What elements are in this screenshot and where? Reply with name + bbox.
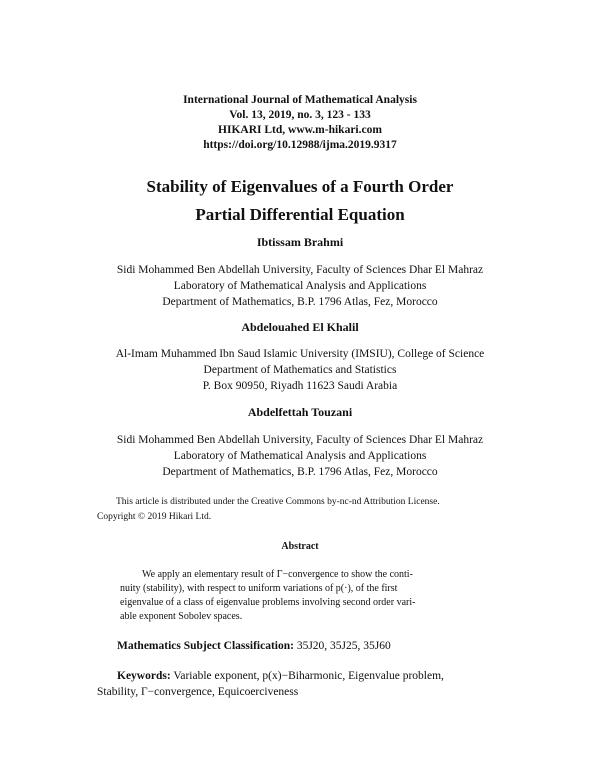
affiliation-line: Department of Mathematics, B.P. 1796 Atlas, Fez, Morocco xyxy=(162,296,438,308)
journal-doi[interactable]: https://doi.org/10.12988/ijma.2019.9317 xyxy=(203,139,397,151)
abstract-line: nuity (stability), with respect to uniform variations of p(·), of the first xyxy=(120,583,398,594)
license-notice xyxy=(97,495,507,525)
copyright-line: Copyright © 2019 Hikari Ltd. xyxy=(97,512,212,522)
author-affiliation xyxy=(0,262,600,310)
author-affiliation xyxy=(0,346,600,394)
keywords-line-1: Variable exponent, p(x)−Biharmonic, Eigenvalue problem, xyxy=(173,670,444,682)
affiliation-line: Al-Imam Muhammed Ibn Saud Islamic University (IMSIU), College of Science xyxy=(115,348,485,360)
abstract-line: able exponent Sobolev spaces. xyxy=(120,611,243,622)
affiliation-line: Department of Mathematics and Statistics xyxy=(203,364,397,376)
affiliation-line: Laboratory of Mathematical Analysis and Applications xyxy=(173,280,427,292)
title-line-2: Partial Differential Equation xyxy=(195,205,405,224)
affiliation-line: Sidi Mohammed Ben Abdellah University, Faculty of Sciences Dhar El Mahraz xyxy=(116,434,484,446)
affiliation-line: P. Box 90950, Riyadh 11623 Saudi Arabia xyxy=(202,380,398,392)
abstract-line: eigenvalue of a class of eigenvalue problems involving second order vari- xyxy=(120,597,416,608)
abstract-text xyxy=(120,568,485,624)
license-line: This article is distributed under the Creative Commons by-nc-nd Attribution License. xyxy=(116,497,440,507)
abstract-heading: Abstract xyxy=(281,541,319,552)
affiliation-line: Department of Mathematics, B.P. 1796 Atlas, Fez, Morocco xyxy=(162,466,438,478)
msc-value: 35J20, 35J25, 35J60 xyxy=(296,640,391,652)
paper-title xyxy=(0,173,600,229)
affiliation-line: Laboratory of Mathematical Analysis and Applications xyxy=(173,450,427,462)
keywords xyxy=(97,668,507,700)
affiliation-line: Sidi Mohammed Ben Abdellah University, Faculty of Sciences Dhar El Mahraz xyxy=(116,264,484,276)
abstract-line: We apply an elementary result of Γ−convergence to show the conti- xyxy=(142,569,413,580)
msc-label: Mathematics Subject Classification: xyxy=(117,640,294,652)
author-name: Ibtissam Brahmi xyxy=(256,235,344,249)
author-name: Abdelfettah Touzani xyxy=(247,405,353,419)
author-name: Abdelouahed El Khalil xyxy=(241,320,359,334)
journal-name: International Journal of Mathematical Analysis xyxy=(183,94,417,106)
keywords-line-2: Stability, Γ−convergence, Equicoerciveness xyxy=(97,686,299,698)
journal-publisher: HIKARI Ltd, www.m-hikari.com xyxy=(218,124,382,136)
journal-header xyxy=(0,93,600,153)
msc-classification xyxy=(117,640,391,652)
journal-volume: Vol. 13, 2019, no. 3, 123 - 133 xyxy=(229,109,371,121)
author-affiliation xyxy=(0,432,600,480)
keywords-label: Keywords: xyxy=(117,670,171,682)
title-line-1: Stability of Eigenvalues of a Fourth Order xyxy=(146,177,454,196)
